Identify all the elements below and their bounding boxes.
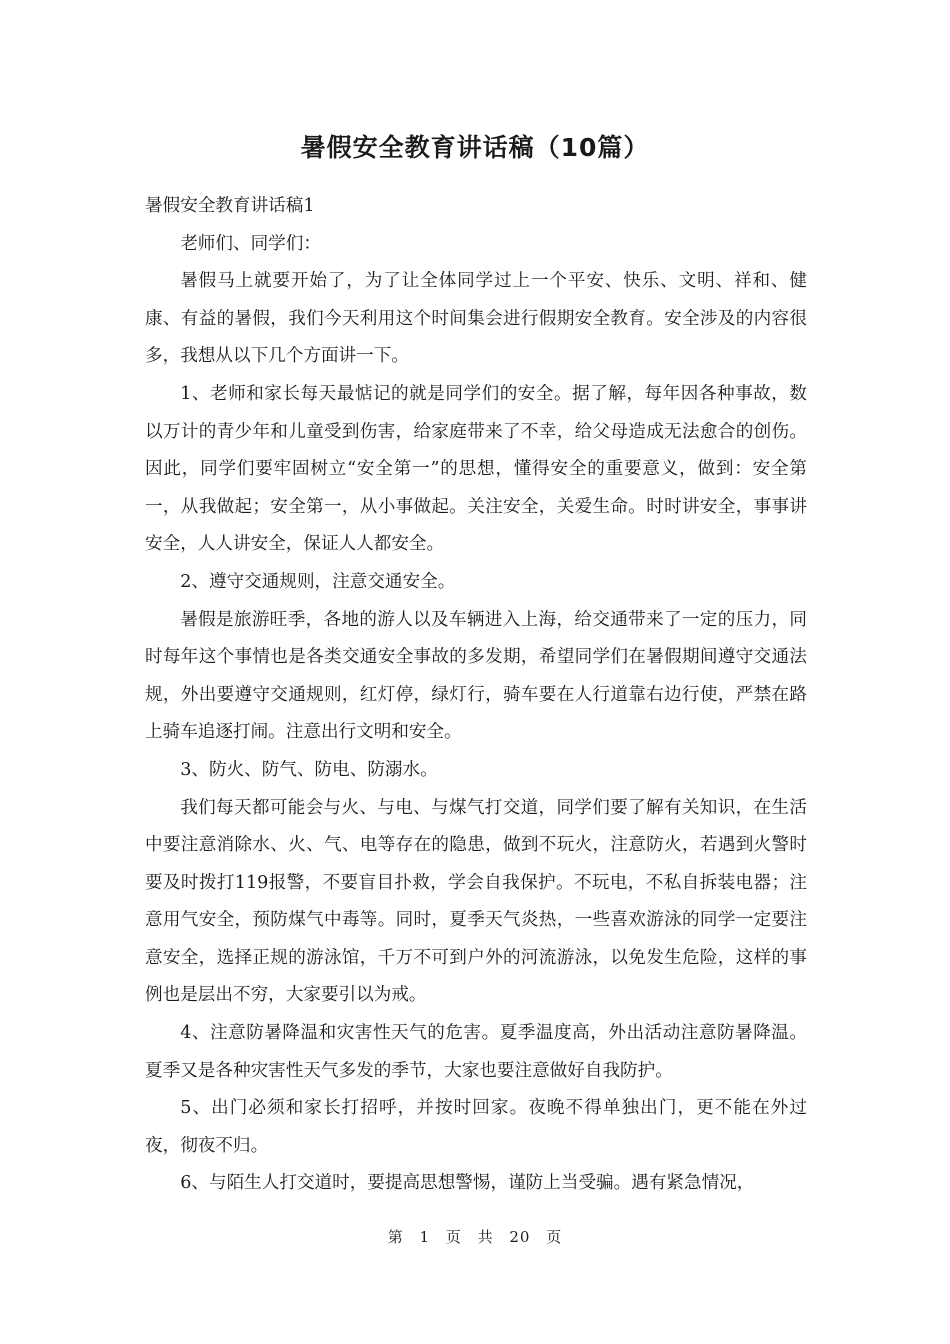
paragraph-point-6: 6、与陌生人打交道时，要提高思想警惕，谨防上当受骗。遇有紧急情况， (180, 1173, 755, 1194)
document-title: 暑假安全教育讲话稿（10篇） (300, 133, 650, 162)
paragraph-point-5: 5、出门必须和家长打招呼，并按时回家。夜晚不得单独出门，更不能在外过夜，彻夜不归。 (145, 1098, 807, 1156)
paragraph-point-3-heading: 3、防火、防气、防电、防溺水。 (180, 759, 438, 780)
page-number-footer: 第 1 页 共 20 页 (387, 1228, 563, 1246)
paragraph-point-3-body: 我们每天都可能会与火、与电、与煤气打交道，同学们要了解有关知识，在生活中要注意消除水、火、气、电等存在的隐患，做到不玩火，注意防火，若遇到火警时要及时拨打119报警，不要盲目扑救，学会自我保护。不玩电，不私自拆装电器；注意用气安全，预防煤气中毒等。同时，夏季天气炎热，一些喜欢游泳的同学一定要注意安全，选择正规的游泳馆，千万不可到户外的河流游泳，以免发生危险，这样的事例也是层出不穷，大家要引以为戒。 (145, 797, 807, 1006)
paragraph-point-4: 4、注意防暑降温和灾害性天气的危害。夏季温度高，外出活动注意防暑降温。夏季又是各种灾害性天气多发的季节，大家也要注意做好自我防护。 (145, 1023, 807, 1081)
section-heading: 暑假安全教育讲话稿1 (145, 196, 315, 216)
paragraph-intro: 暑假马上就要开始了，为了让全体同学过上一个平安、快乐、文明、祥和、健康、有益的暑假，我们今天利用这个时间集会进行假期安全教育。安全涉及的内容很多，我想从以下几个方面讲一下。 (145, 271, 807, 367)
paragraph-point-1: 1、老师和家长每天最惦记的就是同学们的安全。据了解，每年因各种事故，数以万计的青少年和儿童受到伤害，给家庭带来了不幸，给父母造成无法愈合的创伤。因此，同学们要牢固树立“安全第一”的思想，懂得安全的重要意义，做到：安全第一，从我做起；安全第一，从小事做起。关注安全，关爱生命。时时讲安全，事事讲安全，人人讲安全，保证人人都安全。 (145, 383, 807, 555)
paragraph-point-2-heading: 2、遵守交通规则，注意交通安全。 (180, 571, 456, 592)
paragraph-point-2-body: 暑假是旅游旺季，各地的游人以及车辆进入上海，给交通带来了一定的压力，同时每年这个事情也是各类交通安全事故的多发期，希望同学们在暑假期间遵守交通法规，外出要遵守交通规则，红灯停，绿灯行，骑车要在人行道靠右边行使，严禁在路上骑车追逐打闹。注意出行文明和安全。 (145, 609, 807, 743)
document-body (145, 188, 807, 1203)
paragraph-greeting: 老师们、同学们： (180, 233, 321, 254)
